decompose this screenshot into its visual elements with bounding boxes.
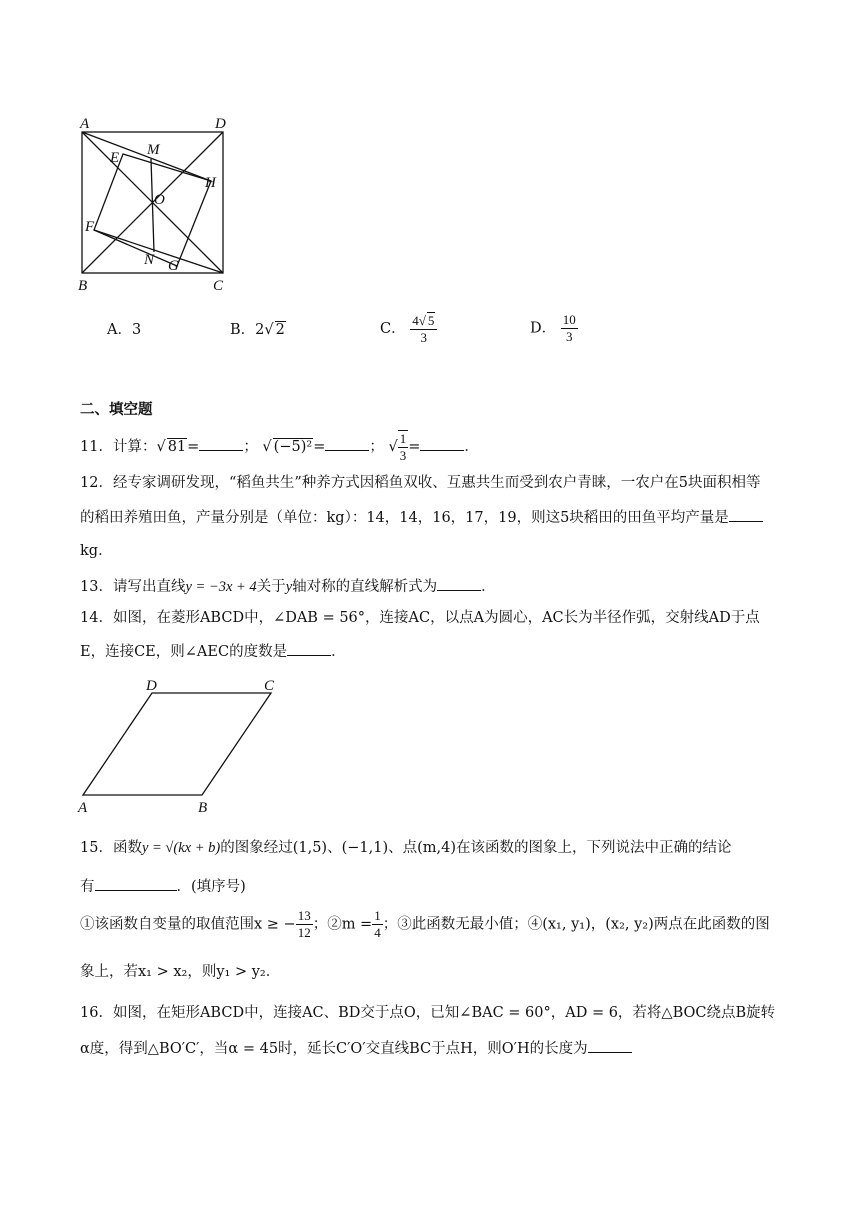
section-title: 二、填空题 xyxy=(80,401,153,418)
question-15-line3: ①该函数自变量的取值范围x ≥ − $\frac{13}{12}$ ；②m = $\frac{1}{4}$ ；③此函数无最小值；④(x₁, y₁)，(x₂, y₂)两点在此函数的图 xyxy=(80,908,770,940)
answer-blank-11b[interactable] xyxy=(325,436,369,451)
option-d[interactable]: D． $\frac{10}{3}$ xyxy=(530,312,576,344)
question-15-line4: 象上，若x₁ > x₂，则y₁ > y₂． xyxy=(80,964,281,980)
option-b[interactable]: B．2√ 2 xyxy=(230,322,285,338)
question-12-line2: 的稻田养殖田鱼，产量分别是（单位：kg）：14，14，16，17，19，则这5块稻田的田鱼平均产量是 xyxy=(80,507,763,528)
label-D: D xyxy=(215,116,226,132)
rhombus-label-A: A xyxy=(78,800,88,814)
label-C: C xyxy=(213,278,224,294)
option-a[interactable]: A．3 xyxy=(107,322,142,338)
question-11: 11．计算：√ 81= ； √ (−5)²= ； √ $\frac{1}{3}$ = ． xyxy=(80,431,479,463)
question-12-line1: 12．经专家调研发现，“稻鱼共生”种养方式因稻鱼双收、互惠共生而受到农户青睐，一农户在5块面积相等 xyxy=(80,475,761,491)
answer-blank-12[interactable] xyxy=(729,507,763,522)
answer-blank-11c[interactable] xyxy=(420,436,464,451)
answer-blank-11a[interactable] xyxy=(199,436,243,451)
rhombus-label-D: D xyxy=(146,678,157,694)
answer-blank-16[interactable] xyxy=(588,1038,632,1053)
question-15-line1: 15．函数y = √(kx + b)的图象经过(1,5)、(−1,1)、点(m,4)在该函数的图象上，下列说法中正确的结论 xyxy=(80,840,732,856)
option-d-fraction: $\frac{10}{3}$ xyxy=(562,312,576,344)
answer-blank-14[interactable] xyxy=(287,641,331,656)
question-16-line2: α度，得到△BO′C′，当α = 45时，延长C′O′交直线BC于点H，则O′H的长度为 xyxy=(80,1038,632,1059)
label-A: A xyxy=(80,116,90,132)
option-c-fraction: $\frac{4√ 5}{3}$ xyxy=(410,312,437,346)
option-c[interactable]: C． $\frac{4√ 5}{3}$ xyxy=(380,312,437,346)
question-16-line1: 16．如图，在矩形ABCD中，连接AC、BD交于点O，已知∠BAC = 60°，AD = 6，若将△BOC绕点B旋转 xyxy=(80,1005,776,1021)
question-14-line2: E，连接CE，则∠AEC的度数是 ． xyxy=(80,641,346,662)
label-B: B xyxy=(78,278,88,294)
question-15-line2: 有 ．(填序号) xyxy=(80,876,246,897)
label-F: F xyxy=(85,219,95,235)
label-M: M xyxy=(147,142,160,158)
answer-blank-13[interactable] xyxy=(437,576,481,591)
question-14-line1: 14．如图，在菱形ABCD中，∠DAB = 56°，连接AC，以点A为圆心，AC长为半径作弧，交射线AD于点 xyxy=(80,610,760,626)
label-G: G xyxy=(168,258,179,274)
rhombus-figure xyxy=(70,674,290,814)
question-12-line3: kg． xyxy=(80,543,113,559)
square-figure xyxy=(70,112,240,297)
label-E: E xyxy=(110,150,120,166)
label-H: H xyxy=(205,175,216,191)
label-O: O xyxy=(154,192,165,208)
label-N: N xyxy=(144,252,155,268)
answer-blank-15[interactable] xyxy=(95,876,177,891)
question-13: 13．请写出直线y = −3x + 4关于y轴对称的直线解析式为 ． xyxy=(80,576,496,597)
rhombus-label-C: C xyxy=(264,678,275,694)
rhombus-label-B: B xyxy=(198,800,208,814)
